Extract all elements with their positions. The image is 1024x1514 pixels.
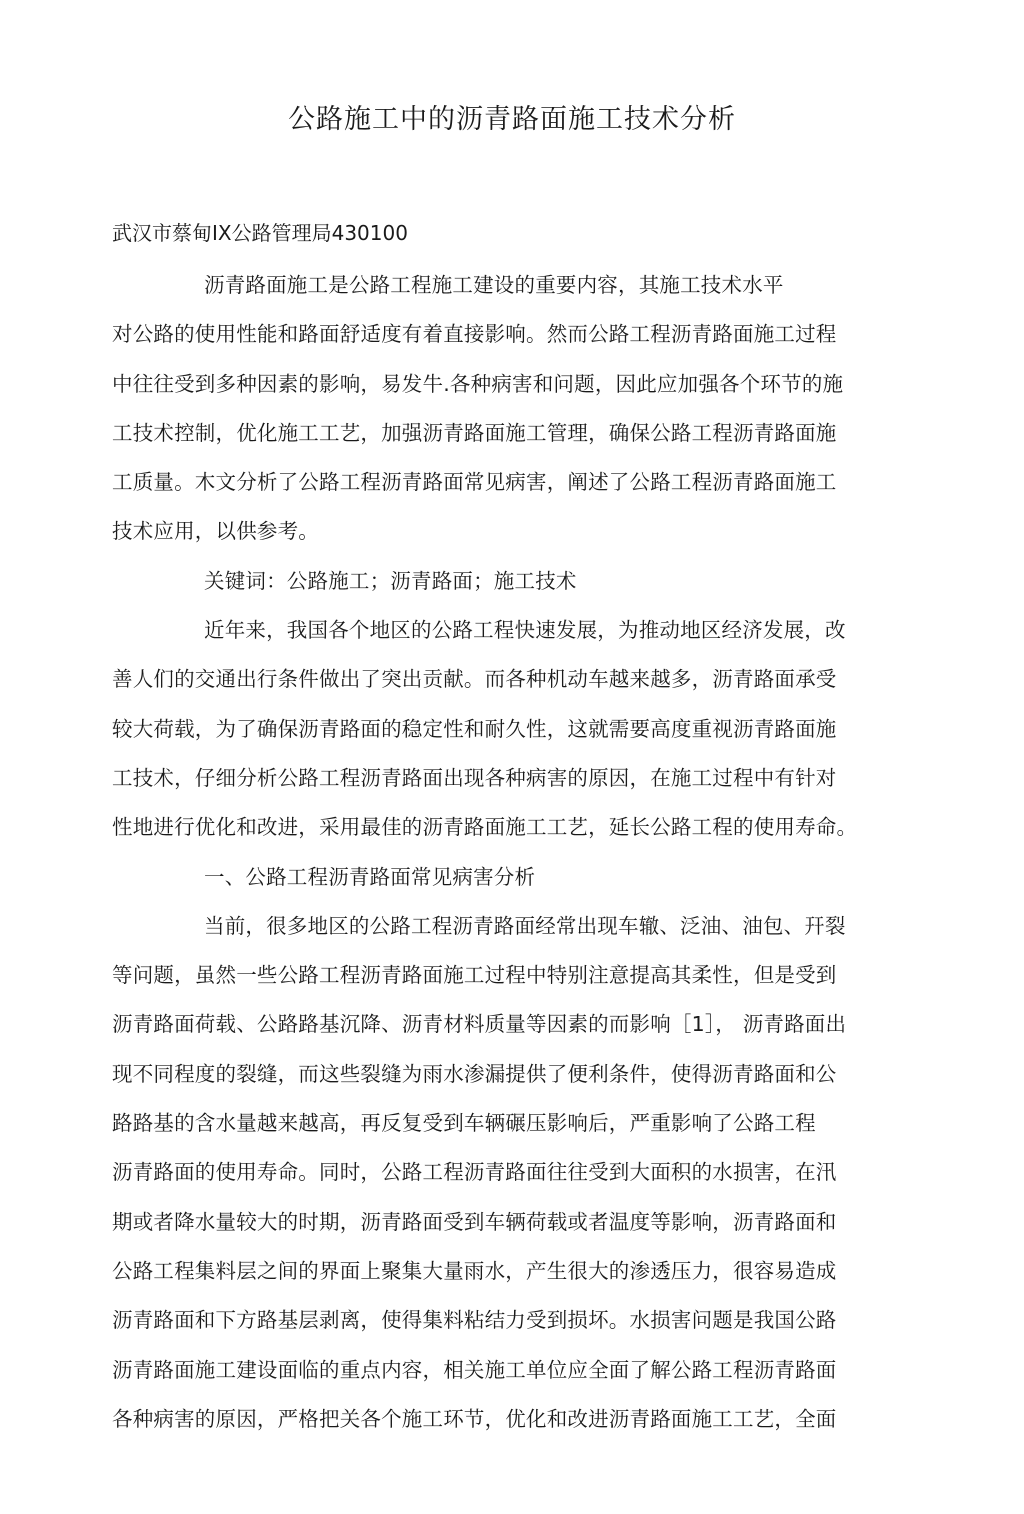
body-text-line: 等问题，虽然一些公路工程沥青路面施工过程中特别注意提高其柔性，但是受到: [112, 963, 837, 988]
author-affiliation: 武汉市蔡甸IX公路管理局430100: [112, 221, 408, 245]
body-text-line: 沥青路面施工是公路工程施工建设的重要内容，其施工技术水平: [204, 273, 784, 297]
body-text-line: 各种病害的原因，严格把关各个施工环节，优化和改进沥青路面施工工艺，全面: [112, 1406, 837, 1431]
body-text-line: 技术应用，以供参考。: [112, 519, 319, 544]
body-text-line: 善人们的交通出行条件做出了突出贡献。而各种机动车越来越多，沥青路面承受: [112, 667, 837, 692]
body-text-line: 性地进行优化和改进，采用最佳的沥青路面施工工艺，延长公路工程的使用寿命。: [112, 815, 858, 840]
body-text-line: 当前，很多地区的公路工程沥青路面经常出现车辙、泛油、油包、幵裂: [204, 913, 846, 938]
body-text-line: 近年来，我国各个地区的公路工程快速发展，为推动地区经济发展，改: [204, 618, 846, 643]
body-text-line: 沥青路面的使用寿命。同时，公路工程沥青路面往往受到大面积的水损害，在汛: [112, 1160, 837, 1185]
body-text-line: 期或者降水量较大的时期，沥青路面受到车辆荷载或者温度等影响，沥青路面和: [112, 1209, 837, 1234]
body-text-line: 工技术，仔细分析公路工程沥青路面出现各种病害的原因，在施工过程中有针对: [112, 765, 837, 790]
body-text-line: 一、公路工程沥青路面常见病害分析: [204, 864, 536, 889]
body-text-line: 沥青路面荷载、公路路基沉降、沥青材料质量等因素的而影响［1］， 沥青路面出: [112, 1012, 847, 1037]
document-title: 公路施工中的沥青路面施工技术分析: [288, 104, 736, 135]
body-text-line: 沥青路面施工建设面临的重点内容，相关施工单位应全面了解公路工程沥青路面: [112, 1357, 837, 1382]
body-text-line: 现不同程度的裂缝，而这些裂缝为雨水渗漏提供了便利条件，使得沥青路面和公: [112, 1061, 837, 1086]
body-text-line: 关键词：公路施工；沥青路面；施工技术: [204, 568, 577, 593]
body-text-line: 工质量。木文分析了公路工程沥青路面常见病害，阐述了公路工程沥青路面施工: [112, 470, 837, 495]
document-body: [112, 265, 897, 1448]
body-text-line: 沥青路面和下方路基层剥离，使得集料粘结力受到损坏。水损害问题是我国公路: [112, 1308, 837, 1333]
body-text-line: 路路基的含水量越来越高，再反复受到车辆碾压影响后，严重影响了公路工程: [112, 1111, 816, 1136]
body-text-line: 公路工程集料层之间的界面上聚集大量雨水，产生很大的渗透压力，很容易造成: [112, 1258, 837, 1283]
body-text-line: 中往往受到多种因素的影响，易发牛.各种病害和问题，因此应加强各个环节的施: [112, 371, 844, 396]
body-text-line: 工技术控制，优化施工工艺，加强沥青路面施工管理，确保公路工程沥青路面施: [112, 420, 837, 445]
body-text-line: 对公路的使用性能和路面舒适度有着直接影响。然而公路工程沥青路面施工过程: [112, 322, 837, 347]
body-text-line: 较大荷载，为了确保沥青路面的稳定性和耐久性，这就需要高度重视沥青路面施: [112, 716, 837, 741]
